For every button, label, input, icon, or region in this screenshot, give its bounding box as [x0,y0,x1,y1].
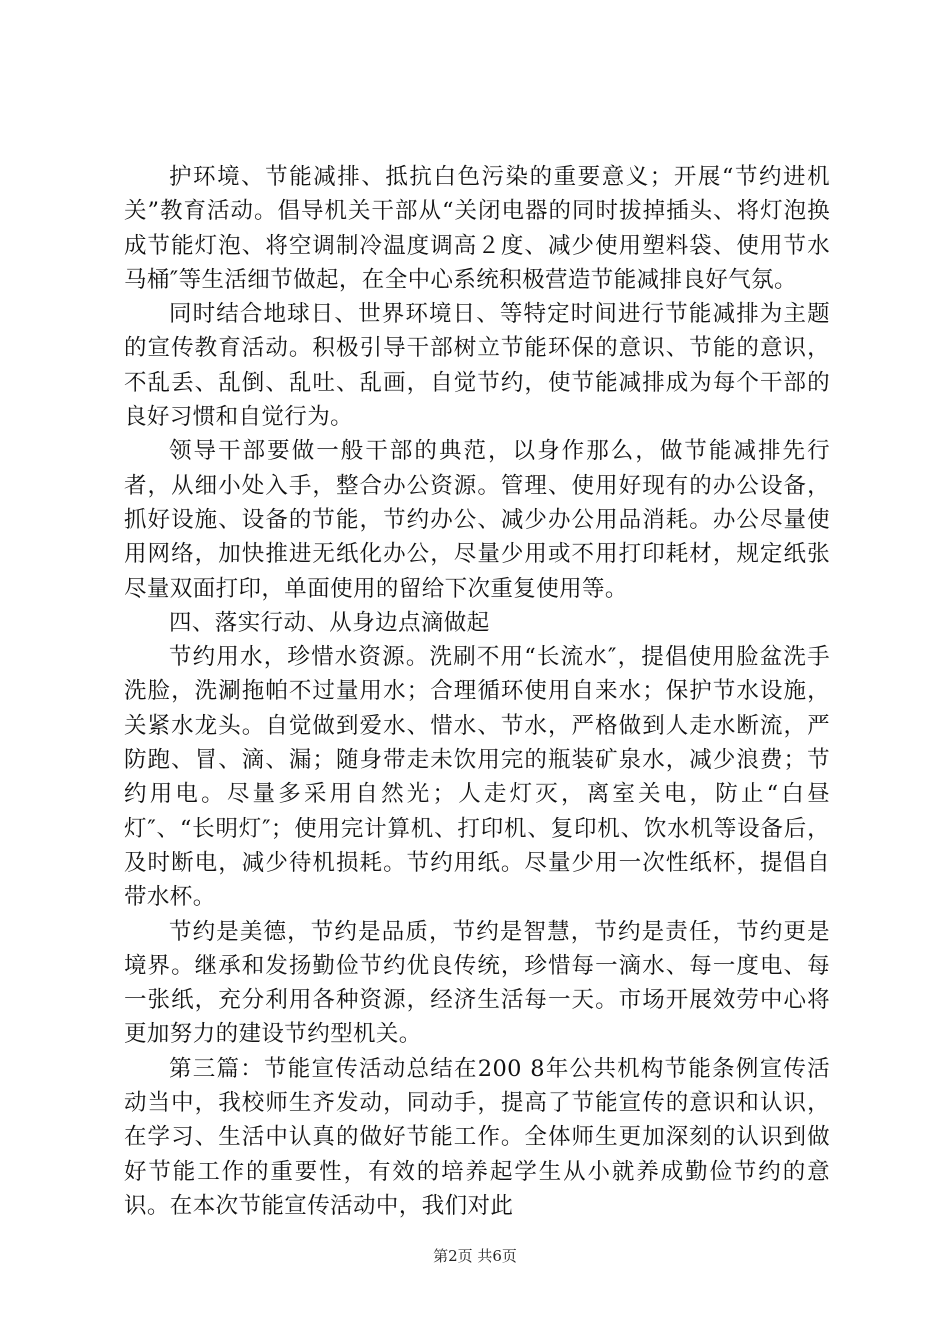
section-heading: 四、落实行动、从身边点滴做起 [169,609,490,636]
paragraph-1: 护环境、节能减排、抵抗白色污染的重要意义；开展“节约进机关”教育活动。倡导机关干部从“关闭电器的同时拔掉插头、将灯泡换成节能灯泡、将空调制冷温度调高２度、减少使用塑料袋、使用节水马桶″等生活细节做起，在全中心系统积极营造节能减排良好气氛。 [124,164,830,293]
paragraph-3: 领导干部要做一般干部的典范，以身作那么，做节能减排先行者，从细小处入手，整合办公资源。管理、使用好现有的办公设备，抓好设施、设备的节能，节约办公、减少办公用品消耗。办公尽量使用网络，加快推进无纸化办公，尽量少用或不用打印耗材，规定纸张尽量双面打印，单面使用的留给下次重复使用等。 [124,438,830,602]
paragraph-5: 节约是美德，节约是品质，节约是智慧，节约是责任，节约更是境界。继承和发扬勤俭节约优良传统，珍惜每一滴水、每一度电、每一张纸，充分利用各种资源，经济生活每一天。市场开展效劳中心将更加努力的建设节约型机关。 [124,918,830,1048]
document-body [124,160,830,1223]
page-footer: 第2页 共6页 [433,1247,517,1265]
paragraph-2: 同时结合地球日、世界环境日、等特定时间进行节能减排为主题的宣传教育活动。积极引导干部树立节能环保的意识、节能的意识，不乱丢、乱倒、乱吐、乱画，自觉节约，使节能减排成为每个干部的良好习惯和自觉行为。 [124,301,830,431]
paragraph-4: 节约用水，珍惜水资源。洗刷不用“长流水″，提倡使用脸盆洗手洗脸，洗涮拖帕不过量用水；合理循环使用自来水；保护节水设施，关紧水龙头。自觉做到爱水、惜水、节水，严格做到人走水断流，严防跑、冒、滴、漏；随身带走未饮用完的瓶装矿泉水，减少浪费；节约用电。尽量多采用自然光；人走灯灭，离室关电，防止“白昼灯″、“长明灯″；使用完计算机、打印机、复印机、饮水机等设备后，及时断电，减少待机损耗。节约用纸。尽量少用一次性纸杯，提倡自带水杯。 [124,644,830,911]
paragraph-6: 第三篇：节能宣传活动总结在200 8年公共机构节能条例宣传活动当中，我校师生齐发动，同动手，提高了节能宣传的意识和认识，在学习、生活中认真的做好节能工作。全体师生更加深刻的认识到做好节能工作的重要性，有效的培养起学生从小就养成勤俭节约的意识。在本次节能宣传活动中，我们对此 [124,1055,830,1219]
